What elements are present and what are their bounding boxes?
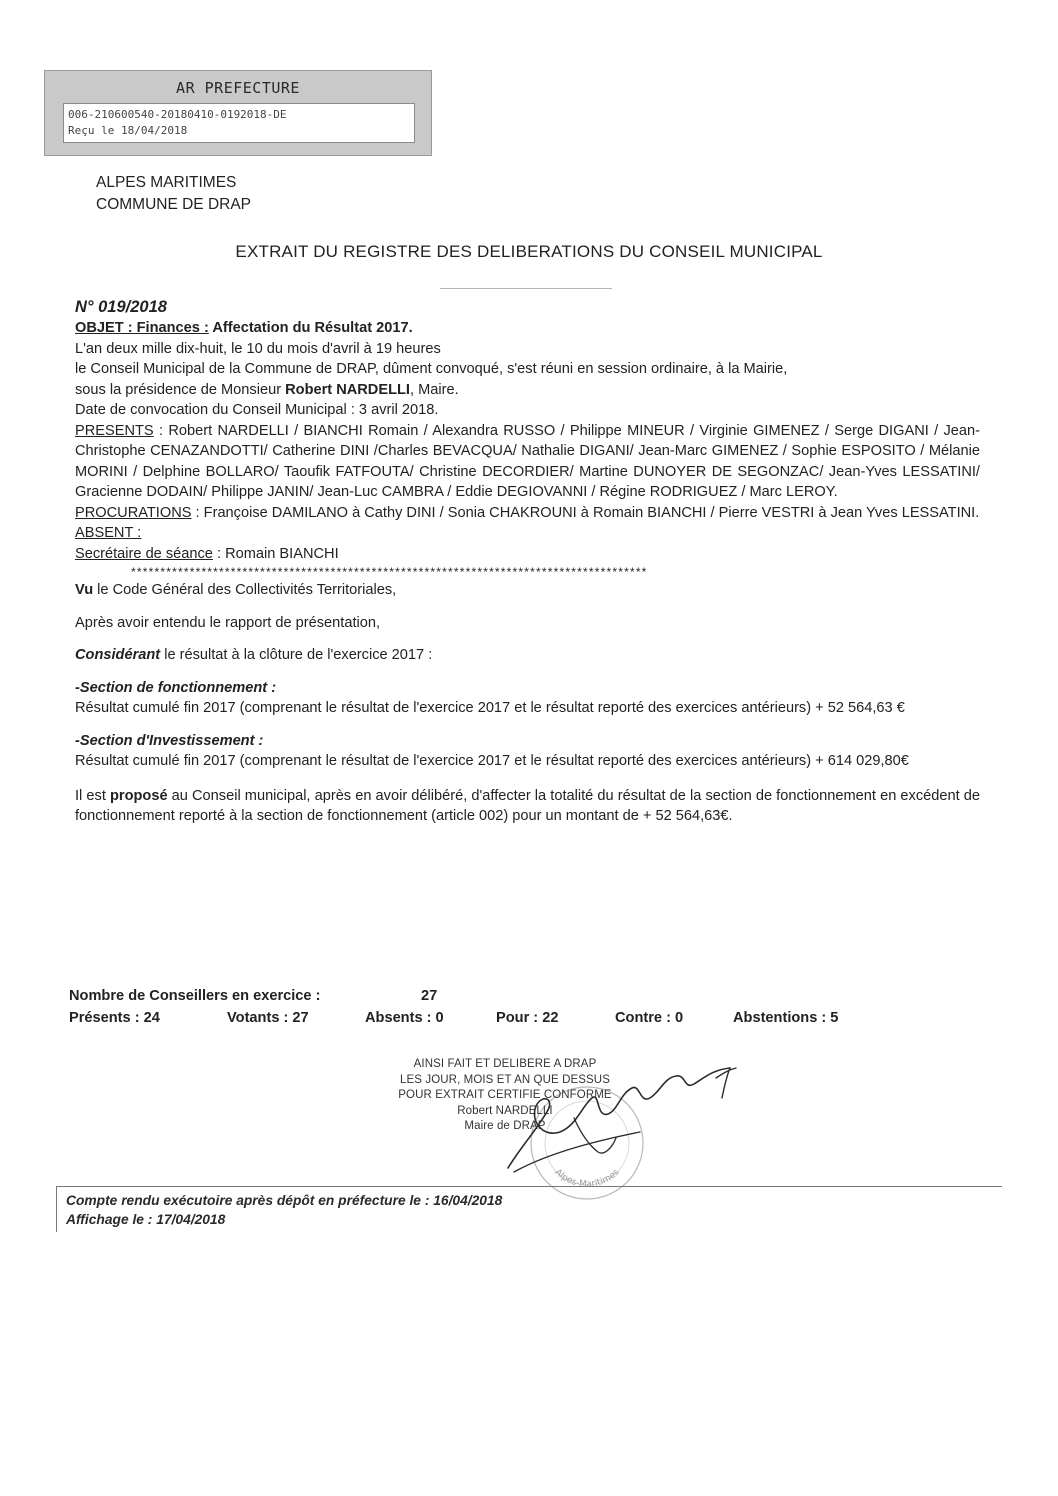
session-conseil: le Conseil Municipal de la Commune de DRAP, dûment convoqué, s'est réuni en session ordinaire, à la Mairie, [75,361,788,377]
sign-line-2: LES JOUR, MOIS ET AN QUE DESSUS [400,1073,610,1086]
stamp-received-date: Reçu le 18/04/2018 [68,124,188,137]
document-title: EXTRAIT DU REGISTRE DES DELIBERATIONS DU CONSEIL MUNICIPAL [235,242,823,261]
department-name: ALPES MARITIMES [96,174,237,191]
sign-line-1: AINSI FAIT ET DELIBERE A DRAP [413,1058,597,1070]
convocation-date: Date de convocation du Conseil Municipal : 3 avril 2018. [75,402,439,418]
considerant-line [75,645,980,666]
presidence-name: Robert NARDELLI [285,381,410,398]
vu-bold: Vu [75,582,94,598]
presents-label: PRESENTS [75,422,154,439]
propose-text: au Conseil municipal, après en avoir délibéré, d'affecter la totalité du résultat de la section de fonctionnement en excédent de fonctionnement reporté à la section de fonctionnement (article 002) pour un montant de + 52 564,63€. [75,787,980,824]
pour-count: Pour : 22 [496,1010,559,1026]
presidence-prefix: sous la présidence de Monsieur [75,381,286,398]
conseillers-label: Nombre de Conseillers en exercice : [69,988,321,1004]
votants-count: Votants : 27 [227,1010,309,1026]
deliberation-body [75,296,980,827]
footer-divider [56,1186,1002,1187]
footer [66,1191,502,1229]
seal-text: Alpes-Maritimes [552,1167,622,1190]
title-divider [440,288,612,289]
stamp-title: AR PREFECTURE [176,79,300,97]
compte-rendu-line: Compte rendu exécutoire après dépôt en préfecture le : 16/04/2018 [66,1193,503,1208]
objet-line [75,318,980,339]
commune-name: COMMUNE DE DRAP [96,196,252,213]
session-date: L'an deux mille dix-huit, le 10 du mois d'avril à 19 heures [75,340,441,357]
absents-count: Absents : 0 [365,1010,444,1026]
procurations-label: PROCURATIONS [75,504,192,521]
deliberation-number: N° 019/2018 [75,298,167,316]
procurations-list [75,503,980,524]
signatory-name: Robert NARDELLI [457,1104,553,1117]
ar-prefecture-stamp [44,70,432,156]
secretaire-line [75,544,980,565]
signatory-role: Maire de DRAP [464,1120,546,1132]
sign-line-3: POUR EXTRAIT CERTIFIE CONFORME [398,1089,612,1101]
considerant-text: le résultat à la clôture de l'exercice 2017 : [160,647,433,663]
secretaire-label: Secrétaire de séance [75,545,213,562]
presidence-suffix: , Maire. [409,381,459,398]
commune-header [96,172,251,216]
absent-label: ABSENT : [75,525,142,541]
separator-stars: **************************************************************************************** [131,565,648,579]
propose-prefix: Il est [75,787,110,804]
propose-bold: proposé [109,787,168,804]
procurations-text: : Françoise DAMILANO à Cathy DINI / Sonia CHAKROUNI à Romain BIANCHI / Pierre VESTRI à Jean Yves LESSATINI. [191,504,980,521]
stamp-reference-box [63,103,415,143]
presents-list [75,421,980,503]
presents-text: : Robert NARDELLI / BIANCHI Romain / Alexandra RUSSO / Philippe MINEUR / Virginie GIMENEZ / Serge DIGANI / Jean-Christophe CENAZANDOTTI/ Catherine DINI /Charles BEVACQUA/ Nathalie DIGANI/ Jean-Marc GIMENEZ / Sophie ESPOSITO / Mélanie MORINI / Delphine BOLLARO/ Taoufik FATFOUTA/ Christine DECORDIER/ Martine DUNOYER DE SEGONZAC/ Jean-Yves LESSATINI/ Gracienne DODAIN/ Philippe JANIN/ Jean-Luc CAMBRA / Eddie DEGIOVANNI / Régine RODRIGUEZ / Marc LEROY. [75,422,980,500]
contre-count: Contre : 0 [615,1010,684,1026]
section-investissement-text: Résultat cumulé fin 2017 (comprenant le résultat de l'exercice 2017 et le résultat reporté des exercices antérieurs) + 614 029,80€ [75,753,909,769]
handwritten-signature [490,1048,750,1178]
section-investissement-heading: -Section d'Investissement : [75,732,264,749]
secretaire-text: : Romain BIANCHI [212,545,339,562]
vu-line [75,580,980,601]
apres-line: Après avoir entendu le rapport de présentation, [75,614,381,631]
vu-text: le Code Général des Collectivités Territoriales, [93,582,397,598]
abstentions-count: Abstentions : 5 [733,1010,839,1026]
presents-count: Présents : 24 [69,1010,160,1026]
stamp-reference: 006-210600540-20180410-0192018-DE [68,108,287,121]
objet-text: Affectation du Résultat 2017. [208,320,413,336]
objet-label: OBJET : Finances : [75,320,209,336]
proposition-text [75,786,980,827]
considerant-bold: Considérant [75,647,161,663]
affichage-line: Affichage le : 17/04/2018 [66,1212,226,1227]
absent-line [75,523,980,544]
conseillers-value: 27 [421,988,438,1004]
section-fonctionnement-text: Résultat cumulé fin 2017 (comprenant le résultat de l'exercice 2017 et le résultat reporté des exercices antérieurs) + 52 564,63 € [75,700,905,716]
footer-left-border [56,1186,57,1232]
section-fonctionnement-heading: -Section de fonctionnement : [75,679,277,696]
session-presidence [75,380,980,401]
